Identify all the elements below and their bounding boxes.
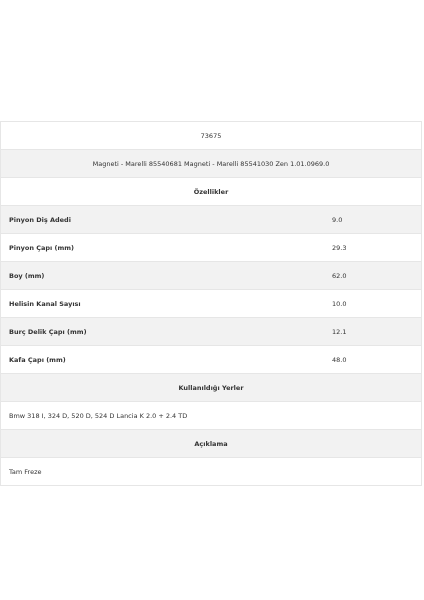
feature-row bbox=[1, 346, 422, 374]
feature-value: 29.3 bbox=[324, 234, 421, 262]
feature-row bbox=[1, 234, 422, 262]
feature-row bbox=[1, 262, 422, 290]
oem-numbers: Magneti - Marelli 85540681 Magneti - Marelli 85541030 Zen 1.01.0969.0 bbox=[1, 150, 422, 178]
feature-label: Kafa Çapı (mm) bbox=[1, 346, 325, 374]
feature-label: Pinyon Çapı (mm) bbox=[1, 234, 325, 262]
feature-value: 10.0 bbox=[324, 290, 421, 318]
feature-row bbox=[1, 290, 422, 318]
feature-row bbox=[1, 206, 422, 234]
feature-label: Pinyon Diş Adedi bbox=[1, 206, 325, 234]
features-heading-row bbox=[1, 178, 422, 206]
product-spec-table bbox=[0, 121, 422, 486]
usage-row bbox=[1, 402, 422, 430]
feature-label: Burç Delik Çapı (mm) bbox=[1, 318, 325, 346]
feature-row bbox=[1, 318, 422, 346]
usage-heading-row bbox=[1, 374, 422, 402]
feature-label: Boy (mm) bbox=[1, 262, 325, 290]
feature-value: 9.0 bbox=[324, 206, 421, 234]
description-heading: Açıklama bbox=[1, 430, 422, 458]
feature-label: Helisin Kanal Sayısı bbox=[1, 290, 325, 318]
oem-numbers-row bbox=[1, 150, 422, 178]
product-code-row bbox=[1, 122, 422, 150]
usage-text: Bmw 318 I, 324 D, 520 D, 524 D Lancia K 2.0 + 2.4 TD bbox=[1, 402, 422, 430]
feature-value: 48.0 bbox=[324, 346, 421, 374]
feature-value: 12.1 bbox=[324, 318, 421, 346]
description-row bbox=[1, 458, 422, 486]
usage-heading: Kullanıldığı Yerler bbox=[1, 374, 422, 402]
description-text: Tam Freze bbox=[1, 458, 422, 486]
features-heading: Özellikler bbox=[1, 178, 422, 206]
description-heading-row bbox=[1, 430, 422, 458]
product-code: 73675 bbox=[1, 122, 422, 150]
feature-value: 62.0 bbox=[324, 262, 421, 290]
